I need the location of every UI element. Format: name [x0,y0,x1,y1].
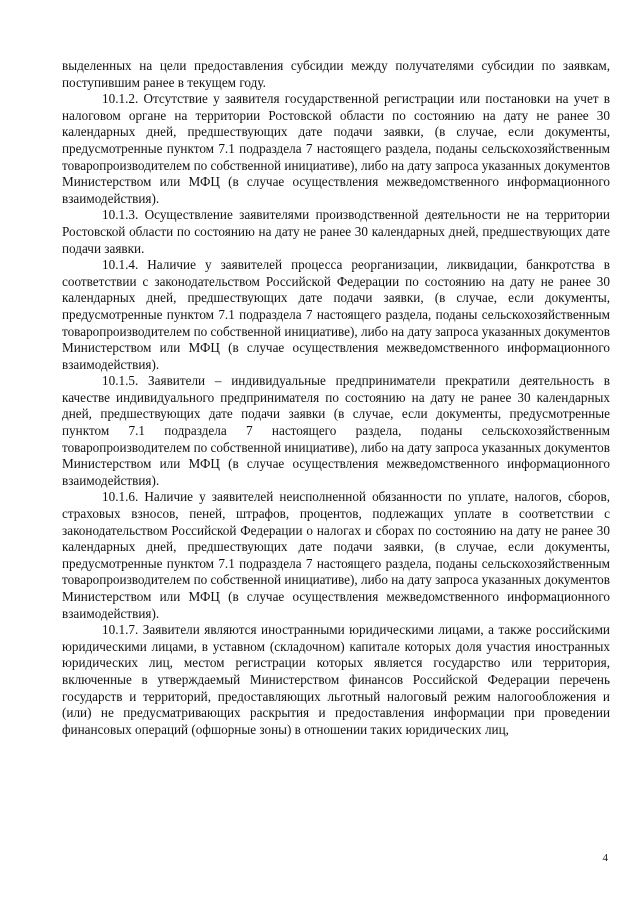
paragraph-10-1-5: 10.1.5. Заявители – индивидуальные предприниматели прекратили деятельность в качестве индивидуального предпринимателя по состоянию на дату не ранее 30 календарных дней, предшествующих дате подачи заявки (в случае, если документы, предусмотренные пунктом 7.1 подраздела 7 настоящего раздела, поданы сельскохозяйственным товаропроизводителем по собственной инициативе), либо на дату запроса указанных документов Министерством или МФЦ (в случае осуществления межведомственного информационного взаимодействия). [62,373,610,488]
page-number: 4 [602,852,608,864]
paragraph-10-1-6: 10.1.6. Наличие у заявителей неисполненной обязанности по уплате, налогов, сборов, страховых взносов, пеней, штрафов, процентов, подлежащих уплате в соответствии с законодательством Российской Федерации о налогах и сборах по состоянию на дату не ранее 30 календарных дней, предшествующих дате подачи заявки, (в случае, если документы, предусмотренные пунктом 7.1 подраздела 7 настоящего раздела, поданы сельскохозяйственным товаропроизводителем по собственной инициативе), либо на дату запроса указанных документов Министерством или МФЦ (в случае осуществления межведомственного информационного взаимодействия). [62,489,610,621]
paragraph-10-1-2: 10.1.2. Отсутствие у заявителя государственной регистрации или постановки на учет в налоговом органе на территории Ростовской области по состоянию на дату не ранее 30 календарных дней, предшествующих дате подачи заявки, (в случае, если документы, предусмотренные пунктом 7.1 подраздела 7 настоящего раздела, поданы сельскохозяйственным товаропроизводителем по собственной инициативе), либо на дату запроса указанных документов Министерством или МФЦ (в случае осуществления межведомственного информационного взаимодействия). [62,91,610,206]
document-body [62,58,610,738]
paragraph-10-1-7: 10.1.7. Заявители являются иностранными юридическими лицами, а также российскими юридическими лицами, в уставном (складочном) капитале которых доля участия иностранных юридических лиц, местом регистрации которых является государство или территория, включенные в утверждаемый Министерством финансов Российской Федерации перечень государств и территорий, предоставляющих льготный налоговый режим налогообложения и (или) не предусматривающих раскрытия и предоставления информации при проведении финансовых операций (офшорные зоны) в отношении таких юридических лиц, [62,622,610,737]
paragraph-10-1-4: 10.1.4. Наличие у заявителей процесса реорганизации, ликвидации, банкротства в соответствии с законодательством Российской Федерации по состоянию на дату не ранее 30 календарных дней, предшествующих дате подачи заявки, (в случае, если документы, предусмотренные пунктом 7.1 подраздела 7 настоящего раздела, поданы сельскохозяйственным товаропроизводителем по собственной инициативе), либо на дату запроса указанных документов Министерством или МФЦ (в случае осуществления межведомственного информационного взаимодействия). [62,257,610,372]
paragraph-continuation: выделенных на цели предоставления субсидии между получателями субсидии по заявкам, поступившим ранее в текущем году. [62,58,610,90]
paragraph-10-1-3: 10.1.3. Осуществление заявителями производственной деятельности не на территории Ростовской области по состоянию на дату не ранее 30 календарных дней, предшествующих дате подачи заявки. [62,207,610,256]
